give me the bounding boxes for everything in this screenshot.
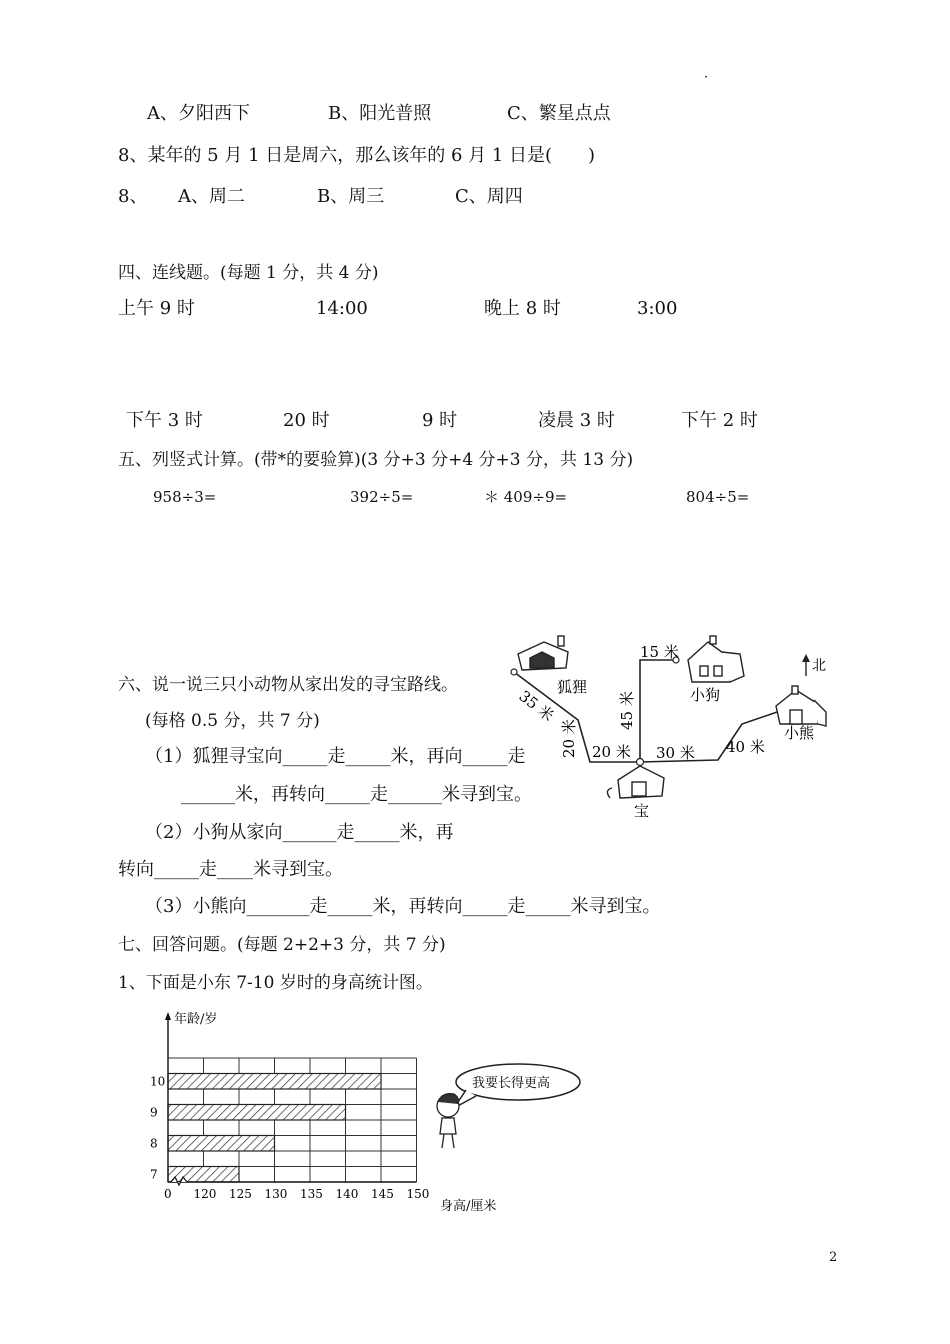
section7-q1: 1、下面是小东 7-10 岁时的身高统计图。 [118,973,433,993]
q8-option-b: B、周三 [317,186,385,207]
match-top-4: 3:00 [637,298,678,319]
boy-illustration [430,1060,590,1160]
section6-q3: （3）小熊向_______走_____米，再转向_____走_____米寻到宝。 [145,896,661,917]
y-tick-label: 8 [150,1136,158,1151]
fox-right-distance: 20 米 [592,743,631,761]
section6-q1-line2: ______米，再转向_____走______米寻到宝。 [181,784,532,805]
y-tick-label: 9 [150,1105,158,1120]
page-number: 2 [829,1250,838,1265]
fox-house-icon [518,636,568,670]
dog-down-distance: 45 米 [618,691,636,730]
x-tick-label: 150 [406,1187,430,1201]
section6-q2-line2: 转向_____走____米寻到宝。 [118,859,343,880]
x-tick-label: 120 [193,1187,217,1201]
match-bottom-2: 20 时 [283,410,330,431]
fox-down-distance: 20 米 [560,719,578,758]
treasure-map [500,630,840,825]
division-3: ＊ 409÷9= [484,488,568,506]
x-tick-label: 0 [164,1187,172,1201]
division-4: 804÷5= [686,488,750,506]
q7-option-a: A、夕阳西下 [147,103,250,124]
section4-title: 四、连线题。(每题 1 分，共 4 分) [118,263,379,283]
dog-label: 小狗 [690,686,721,704]
q7-option-c: C、繁星点点 [507,103,611,124]
chart-xlabel: 身高/厘米 [440,1199,497,1214]
section6-q2-line1: （2）小狗从家向______走_____米，再 [145,822,454,843]
match-top-2: 14:00 [316,298,368,319]
match-bottom-3: 9 时 [422,410,458,431]
y-tick-label: 7 [150,1167,158,1182]
q7-option-b: B、阳光普照 [328,103,432,124]
chart-axes [165,1012,417,1185]
bar-age-9 [168,1105,346,1121]
match-bottom-5: 下午 2 时 [681,410,758,431]
fox-diag-distance: 35 米 [515,686,558,726]
section6-note: (每格 0.5 分，共 7 分) [145,711,320,731]
dog-top-distance: 15 米 [640,643,679,661]
chart-ylabel: 年龄/岁 [174,1012,218,1027]
section6-q1-line1: （1）狐狸寻宝向_____走_____米，再向_____走 [145,746,526,767]
match-top-3: 晚上 8 时 [484,298,561,319]
y-tick-label: 10 [150,1074,166,1089]
x-tick-label: 140 [335,1187,359,1201]
q8-option-a: A、周二 [178,186,245,207]
bear-label: 小熊 [784,724,815,742]
y-axis-arrow-icon [165,1012,171,1020]
dog-house-icon [688,636,744,682]
boy-icon [437,1094,459,1148]
bar-age-7 [168,1167,239,1183]
bar-age-8 [168,1136,275,1152]
bear-diag-distance: 40 米 [726,738,765,756]
division-1: 958÷3= [153,488,217,506]
speech-text: 我要长得更高 [472,1076,551,1091]
bear-house-icon [776,686,826,726]
x-tick-label: 135 [300,1187,323,1201]
q8-question: 8、某年的 5 月 1 日是周六，那么该年的 6 月 1 日是( ) [118,145,596,166]
fox-label: 狐狸 [557,678,588,696]
match-bottom-4: 凌晨 3 时 [538,410,615,431]
section7-title: 七、回答问题。(每题 2+2+3 分，共 7 分) [118,935,446,955]
x-tick-label: 130 [264,1187,288,1201]
treasure-label: 宝 [634,802,650,820]
match-top-1: 上午 9 时 [118,298,195,319]
treasure-house-icon [607,766,664,798]
x-tick-label: 145 [371,1187,394,1201]
q8-prefix: 8、 [118,186,148,207]
match-bottom-1: 下午 3 时 [126,410,203,431]
section5-title: 五、列竖式计算。(带*的要验算)(3 分+3 分+4 分+3 分，共 13 分) [118,450,634,470]
section6-title: 六、说一说三只小动物从家出发的寻宝路线。 [118,675,458,695]
stray-dot: · [704,70,709,85]
q8-option-c: C、周四 [455,186,523,207]
north-label: 北 [812,658,826,674]
bar-age-10 [168,1074,381,1090]
division-2: 392÷5= [350,488,414,506]
x-tick-label: 125 [229,1187,252,1201]
bear-left-distance: 30 米 [656,744,695,762]
